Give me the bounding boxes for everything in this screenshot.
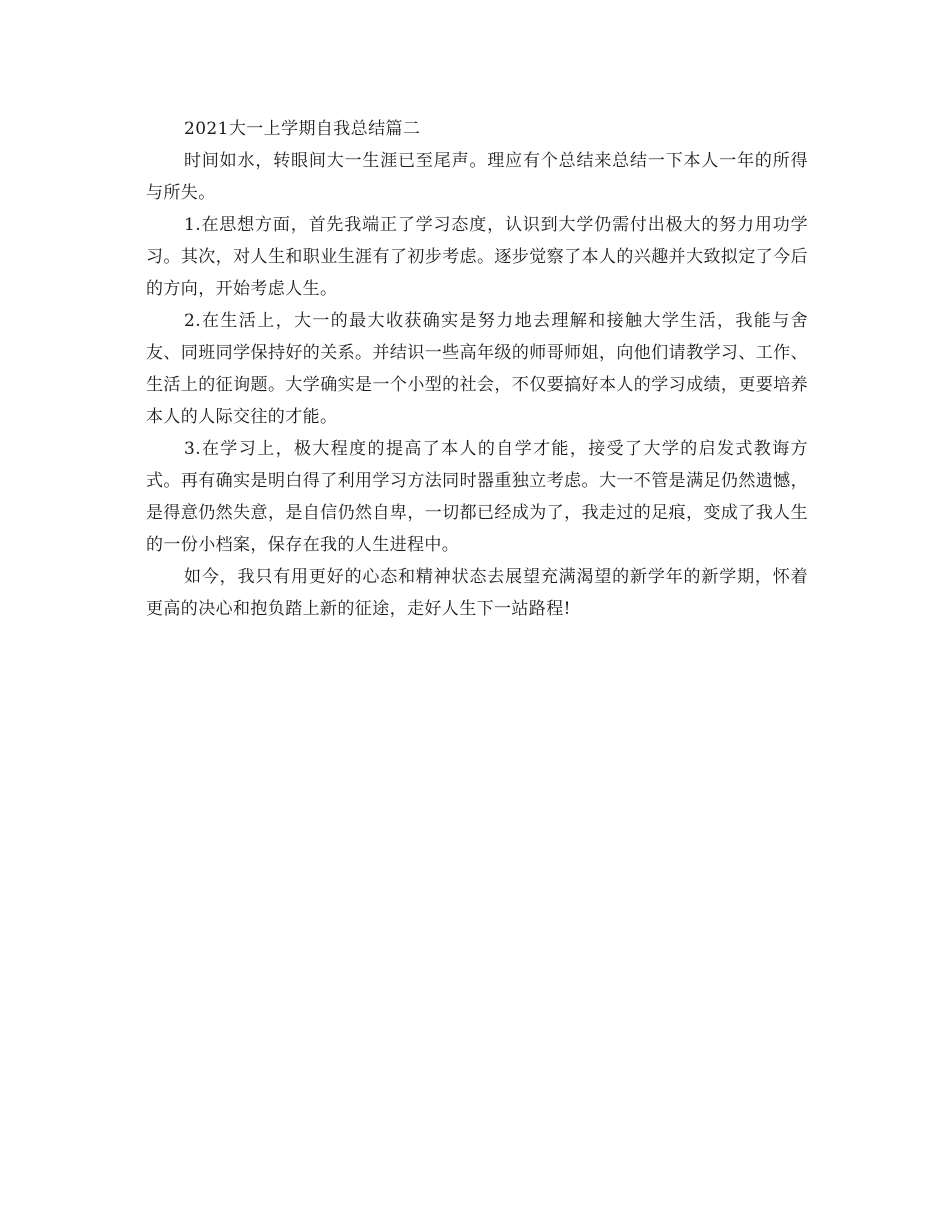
document-title: 2021大一上学期自我总结篇二 [184, 119, 421, 139]
paragraph-outlook: 如今，我只有用更好的心态和精神状态去展望充满渴望的新学年的新学期，怀着更高的决心和抱负踏上新的征途，走好人生下一站路程! [146, 567, 808, 619]
paragraph-intro: 时间如水，转眼间大一生涯已至尾声。理应有个总结来总结一下本人一年的所得与所失。 [146, 151, 808, 203]
paragraph-study: 3.在学习上，极大程度的提高了本人的自学才能，接受了大学的启发式教诲方式。再有确实是明白得了利用学习方法同时器重独立考虑。大一不管是满足仍然遗憾，是得意仍然失意，是自信仍然自卑，一切都已经成为了，我走过的足痕，变成了我人生的一份小档案，保存在我的人生进程中。 [146, 439, 808, 555]
paragraph-thought: 1.在思想方面，首先我端正了学习态度，认识到大学仍需付出极大的努力用功学习。其次，对人生和职业生涯有了初步考虑。逐步觉察了本人的兴趣并大致拟定了今后的方向，开始考虑人生。 [146, 215, 808, 299]
document-body [146, 113, 808, 625]
paragraph-life: 2.在生活上，大一的最大收获确实是努力地去理解和接触大学生活，我能与舍友、同班同学保持好的关系。并结识一些高年级的师哥师姐，向他们请教学习、工作、生活上的征询题。大学确实是一个小型的社会，不仅要搞好本人的学习成绩，更要培养本人的人际交往的才能。 [146, 311, 808, 427]
